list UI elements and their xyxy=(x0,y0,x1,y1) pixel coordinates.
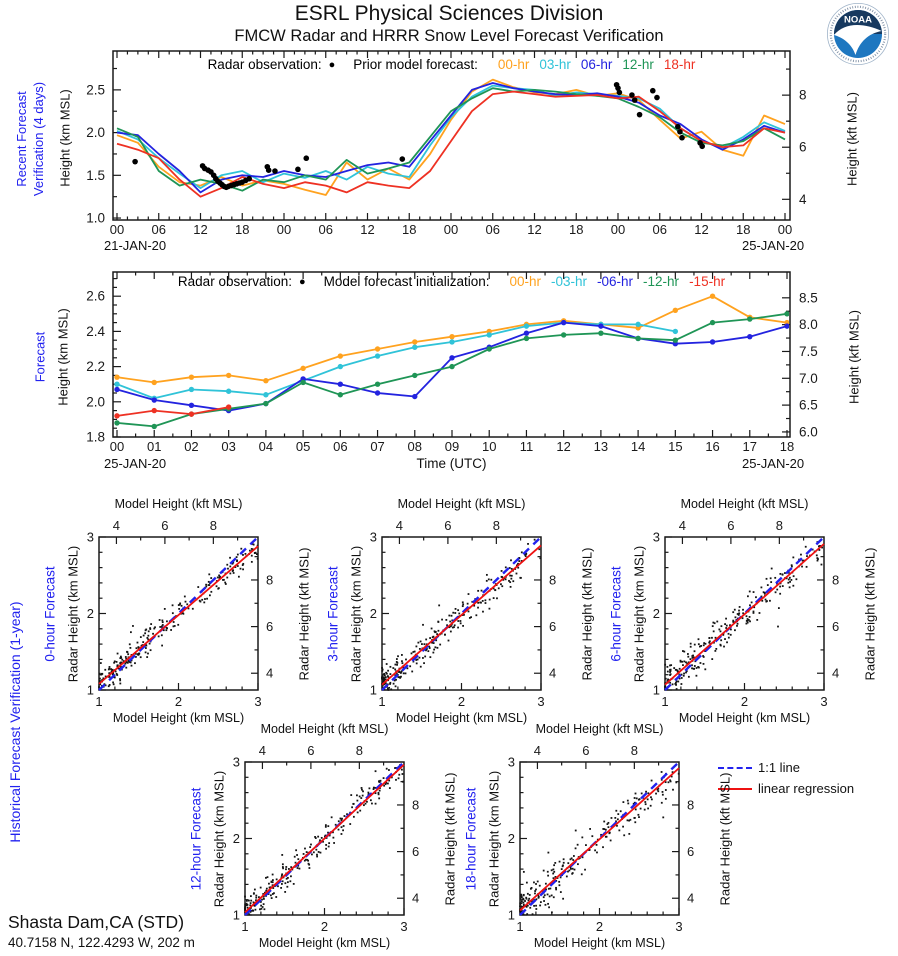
panel-scatter-0hr xyxy=(87,518,273,709)
scatter-right-label-scatter-6hr: Radar Height (kft MSL) xyxy=(862,547,878,680)
svg-text:10: 10 xyxy=(481,439,497,454)
svg-text:6: 6 xyxy=(799,139,807,155)
svg-text:1: 1 xyxy=(378,694,386,709)
scatter-right-label-scatter-12hr: Radar Height (kft MSL) xyxy=(442,772,458,905)
svg-text:3: 3 xyxy=(86,529,94,545)
section-label-forecast: Forecast xyxy=(32,331,48,383)
top-panel-date-right: 25-JAN-20 xyxy=(742,238,805,253)
scatter-title-scatter-12hr: 12-hour Forecast xyxy=(188,787,204,890)
top-panel-ylabel: Height (km MSL) xyxy=(57,89,73,187)
section-label-historical: Historical Forecast Verification (1-year) xyxy=(7,601,23,843)
svg-text:8: 8 xyxy=(412,797,420,813)
svg-text:2: 2 xyxy=(507,831,515,846)
legend-item-18hr: 18-hr xyxy=(663,57,696,72)
scatter-xlabel-scatter-0hr: Model Height (km MSL) xyxy=(112,711,245,725)
scatter-title-scatter-0hr: 0-hour Forecast xyxy=(42,565,58,662)
svg-text:6: 6 xyxy=(444,518,452,533)
svg-text:3: 3 xyxy=(369,529,377,545)
legend-item-06hr: -06-hr xyxy=(597,274,634,289)
svg-text:4: 4 xyxy=(687,890,695,906)
series-recent-verification xyxy=(117,80,785,197)
station-location: 40.7158 N, 122.4293 W, 202 m xyxy=(8,935,195,950)
panel-forecast xyxy=(86,272,818,454)
svg-text:2.2: 2.2 xyxy=(86,359,105,375)
scatter-ylabel-scatter-18hr: Radar Height (km MSL) xyxy=(486,770,502,907)
svg-text:6: 6 xyxy=(266,619,274,635)
svg-text:00: 00 xyxy=(276,222,292,237)
svg-text:2: 2 xyxy=(369,606,377,621)
svg-text:8: 8 xyxy=(799,87,807,103)
svg-text:03: 03 xyxy=(221,439,236,454)
svg-text:1: 1 xyxy=(95,694,103,709)
scatter-xlabel-scatter-18hr: Model Height (km MSL) xyxy=(533,936,666,950)
scatter-right-label-scatter-0hr: Radar Height (kft MSL) xyxy=(296,547,312,680)
section-label-recent-line2: Verification (4 days) xyxy=(31,81,46,197)
svg-text:1.5: 1.5 xyxy=(86,167,105,183)
svg-text:3: 3 xyxy=(652,529,660,545)
legend-item-03hr: 03-hr xyxy=(539,57,571,72)
scatter-ylabel-scatter-0hr: Radar Height (km MSL) xyxy=(65,545,81,682)
scatter-title-scatter-3hr: 3-hour Forecast xyxy=(325,565,341,662)
svg-text:07: 07 xyxy=(370,439,385,454)
regression-line xyxy=(520,768,679,910)
radar-obs-dot xyxy=(132,159,138,165)
svg-text:04: 04 xyxy=(258,439,274,454)
svg-text:1: 1 xyxy=(232,907,240,923)
svg-text:17: 17 xyxy=(742,439,758,454)
svg-text:12: 12 xyxy=(193,222,208,237)
svg-text:1.0: 1.0 xyxy=(86,210,105,226)
radar-obs-dot xyxy=(679,135,685,141)
legend-item-06hr: 06-hr xyxy=(580,57,613,72)
panel-scatter-3hr xyxy=(370,518,556,709)
page-title: ESRL Physical Sciences Division xyxy=(294,2,604,25)
svg-text:2: 2 xyxy=(457,694,466,709)
svg-text:08: 08 xyxy=(407,439,423,454)
one-to-one-line xyxy=(382,537,541,690)
svg-text:15: 15 xyxy=(668,439,683,454)
svg-text:06: 06 xyxy=(151,222,166,237)
svg-text:3: 3 xyxy=(400,919,408,934)
svg-text:8: 8 xyxy=(832,572,840,588)
svg-text:8: 8 xyxy=(630,743,638,758)
svg-text:2.5: 2.5 xyxy=(86,82,105,98)
scatter-xlabel-scatter-3hr: Model Height (km MSL) xyxy=(395,711,528,725)
svg-text:4: 4 xyxy=(678,518,687,533)
mid-panel-ylabel: Height (km MSL) xyxy=(55,308,71,406)
svg-text:00: 00 xyxy=(777,222,793,237)
svg-text:2: 2 xyxy=(232,831,240,846)
svg-text:13: 13 xyxy=(593,439,609,454)
svg-text:06: 06 xyxy=(485,222,500,237)
svg-text:05: 05 xyxy=(295,439,311,454)
svg-text:1: 1 xyxy=(369,682,377,698)
svg-text:6: 6 xyxy=(307,743,315,758)
svg-text:2: 2 xyxy=(174,694,183,709)
svg-text:12: 12 xyxy=(694,222,709,237)
svg-text:09: 09 xyxy=(444,439,460,454)
station-name: Shasta Dam,CA (STD) xyxy=(8,912,185,932)
scatter-top-label-scatter-12hr: Model Height (kft MSL) xyxy=(260,722,389,736)
svg-text:6: 6 xyxy=(412,844,420,860)
svg-text:1: 1 xyxy=(507,907,515,923)
panel-scatter-12hr xyxy=(233,743,419,934)
svg-text:6.0: 6.0 xyxy=(799,424,818,440)
svg-text:6: 6 xyxy=(582,743,590,758)
svg-text:3: 3 xyxy=(675,919,683,934)
svg-text:1: 1 xyxy=(652,682,660,698)
scatter-top-label-scatter-6hr: Model Height (kft MSL) xyxy=(680,497,809,511)
svg-text:1: 1 xyxy=(661,694,669,709)
scatter-top-label-scatter-18hr: Model Height (kft MSL) xyxy=(535,722,664,736)
regression-line xyxy=(245,765,404,913)
svg-text:06: 06 xyxy=(318,222,333,237)
svg-text:2: 2 xyxy=(86,606,94,621)
svg-text:3: 3 xyxy=(507,754,515,770)
legend-model-label: Prior model forecast: xyxy=(353,57,478,72)
legend-item-12hr: -12-hr xyxy=(643,274,680,289)
svg-text:6: 6 xyxy=(687,844,695,860)
svg-text:3: 3 xyxy=(537,694,545,709)
svg-text:8: 8 xyxy=(209,518,217,533)
radar-observation-dot-icon: ● xyxy=(328,58,336,71)
scatter-right-label-scatter-3hr: Radar Height (kft MSL) xyxy=(579,547,595,680)
radar-obs-dot xyxy=(266,167,272,173)
legend-radar-label: Radar observation: xyxy=(177,274,292,289)
regression-line xyxy=(665,544,824,685)
svg-text:7.5: 7.5 xyxy=(799,343,818,359)
svg-text:06: 06 xyxy=(333,439,348,454)
radar-obs-dot xyxy=(650,88,656,94)
svg-text:3: 3 xyxy=(820,694,828,709)
mid-panel-ylabel-right: Height (kft MSL) xyxy=(846,310,862,404)
svg-text:2: 2 xyxy=(652,606,660,621)
svg-text:8.5: 8.5 xyxy=(799,290,818,306)
svg-text:12: 12 xyxy=(527,222,542,237)
panel-scatter-18hr xyxy=(508,743,694,934)
svg-text:01: 01 xyxy=(146,439,162,454)
legend-item-00hr: 00-hr xyxy=(497,57,530,72)
radar-obs-dot xyxy=(675,124,681,130)
svg-text:6: 6 xyxy=(549,619,557,635)
noaa-logo-text: NOAA xyxy=(844,14,872,26)
svg-text:2.6: 2.6 xyxy=(86,288,105,304)
radar-obs-dot xyxy=(272,168,278,174)
svg-text:4: 4 xyxy=(395,518,404,533)
svg-text:2: 2 xyxy=(740,694,749,709)
mid-panel-xlabel: Time (UTC) xyxy=(416,456,487,471)
svg-text:02: 02 xyxy=(184,439,199,454)
svg-text:4: 4 xyxy=(258,743,267,758)
section-label-recent-line1: Recent Forecast xyxy=(14,91,29,187)
svg-text:8: 8 xyxy=(687,797,695,813)
svg-text:4: 4 xyxy=(832,665,840,681)
svg-text:4: 4 xyxy=(549,665,557,681)
series-line-12-hr xyxy=(117,88,785,191)
svg-text:1: 1 xyxy=(241,919,249,934)
svg-text:6: 6 xyxy=(727,518,735,533)
one-to-one-legend-label: 1:1 line xyxy=(758,760,800,775)
radar-obs-dot xyxy=(637,112,643,118)
svg-text:8: 8 xyxy=(492,518,500,533)
svg-text:18: 18 xyxy=(402,222,417,237)
svg-text:18: 18 xyxy=(779,439,795,454)
svg-text:06: 06 xyxy=(652,222,667,237)
radar-observation-dot-icon: ● xyxy=(299,275,306,288)
svg-text:1: 1 xyxy=(86,682,94,698)
legend-item-03hr: -03-hr xyxy=(551,274,588,289)
scatter-top-label-scatter-3hr: Model Height (kft MSL) xyxy=(397,497,526,511)
top-panel-ylabel-right: Height (kft MSL) xyxy=(844,92,860,186)
legend-radar-label: Radar observation: xyxy=(207,57,322,72)
panel-recent-verification xyxy=(86,51,807,237)
top-panel-date-left: 21-JAN-20 xyxy=(104,238,167,253)
legend-item-00hr: 00-hr xyxy=(509,274,542,289)
svg-text:3: 3 xyxy=(232,754,240,770)
svg-text:6: 6 xyxy=(832,619,840,635)
legend-item-12hr: 12-hr xyxy=(622,57,654,72)
scatter-xlabel-scatter-12hr: Model Height (km MSL) xyxy=(258,936,391,950)
radar-obs-dot xyxy=(632,97,638,103)
mid-panel-date-right: 25-JAN-20 xyxy=(742,456,805,471)
svg-text:18: 18 xyxy=(235,222,250,237)
svg-text:2: 2 xyxy=(320,919,329,934)
svg-text:6.5: 6.5 xyxy=(799,397,818,413)
svg-text:2.0: 2.0 xyxy=(86,125,105,141)
svg-text:14: 14 xyxy=(630,439,646,454)
svg-text:2.4: 2.4 xyxy=(86,323,105,339)
svg-text:12: 12 xyxy=(556,439,571,454)
svg-text:8: 8 xyxy=(549,572,557,588)
svg-text:1: 1 xyxy=(516,919,524,934)
radar-obs-dot xyxy=(617,90,623,96)
scatter-ylabel-scatter-6hr: Radar Height (km MSL) xyxy=(631,545,647,682)
svg-text:16: 16 xyxy=(705,439,720,454)
svg-text:4: 4 xyxy=(266,665,274,681)
radar-obs-dot xyxy=(654,95,660,101)
legend-item-15hr: -15-hr xyxy=(689,274,726,289)
svg-text:00: 00 xyxy=(109,222,125,237)
radar-obs-dot xyxy=(295,167,301,173)
svg-text:8: 8 xyxy=(266,572,274,588)
svg-text:18: 18 xyxy=(736,222,751,237)
scatter-ylabel-scatter-12hr: Radar Height (km MSL) xyxy=(211,770,227,907)
legend-model-label: Model forecast initialization: xyxy=(323,274,490,289)
scatter-ylabel-scatter-3hr: Radar Height (km MSL) xyxy=(348,545,364,682)
regression-line xyxy=(99,546,258,684)
svg-text:4: 4 xyxy=(799,191,807,207)
svg-text:4: 4 xyxy=(112,518,121,533)
svg-text:4: 4 xyxy=(412,890,420,906)
radar-obs-dot xyxy=(629,92,635,98)
svg-text:4: 4 xyxy=(533,743,542,758)
svg-text:6: 6 xyxy=(161,518,169,533)
scatter-top-label-scatter-0hr: Model Height (kft MSL) xyxy=(114,497,243,511)
svg-text:1.8: 1.8 xyxy=(86,429,105,445)
page-subtitle: FMCW Radar and HRRR Snow Level Forecast Verification xyxy=(234,27,664,45)
one-to-one-line xyxy=(99,537,258,690)
regression-line xyxy=(382,545,541,684)
radar-obs-dot xyxy=(677,129,683,135)
series-forecast xyxy=(114,294,789,430)
svg-text:12: 12 xyxy=(360,222,375,237)
svg-text:2: 2 xyxy=(595,919,604,934)
svg-text:8: 8 xyxy=(355,743,363,758)
radar-obs-dot xyxy=(303,155,309,161)
scatter-title-scatter-6hr: 6-hour Forecast xyxy=(608,565,624,662)
svg-text:8.0: 8.0 xyxy=(799,317,818,333)
svg-text:00: 00 xyxy=(109,439,125,454)
svg-text:3: 3 xyxy=(254,694,262,709)
svg-text:7.0: 7.0 xyxy=(799,370,818,386)
radar-obs-dot xyxy=(699,143,705,149)
svg-text:2.0: 2.0 xyxy=(86,394,105,410)
svg-text:18: 18 xyxy=(569,222,584,237)
scatter-right-label-scatter-18hr: Radar Height (kft MSL) xyxy=(717,772,733,905)
scatter-title-scatter-18hr: 18-hour Forecast xyxy=(463,787,479,890)
svg-text:00: 00 xyxy=(610,222,626,237)
radar-obs-dot xyxy=(399,156,405,162)
scatter-xlabel-scatter-6hr: Model Height (km MSL) xyxy=(678,711,811,725)
regression-legend-label: linear regression xyxy=(758,781,855,796)
radar-obs-dot xyxy=(246,176,252,182)
svg-text:11: 11 xyxy=(519,439,534,454)
svg-text:00: 00 xyxy=(443,222,459,237)
panel-scatter-6hr xyxy=(653,518,839,709)
mid-panel-date-left: 25-JAN-20 xyxy=(104,456,167,471)
svg-text:8: 8 xyxy=(775,518,783,533)
